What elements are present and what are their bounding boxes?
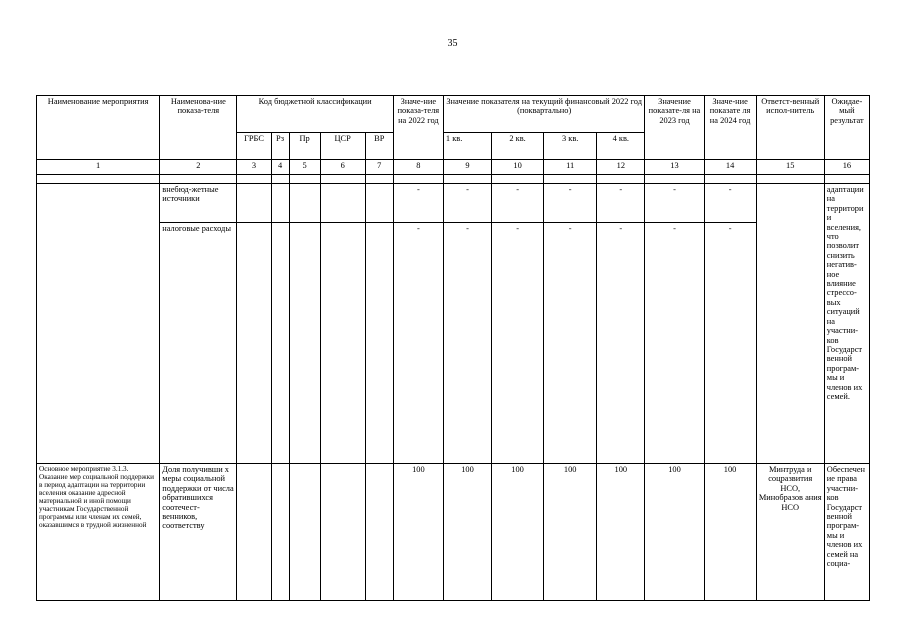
column-number: 15 <box>756 160 824 175</box>
rz-cell <box>271 184 289 223</box>
csr-cell <box>320 223 365 464</box>
column-number: 16 <box>824 160 869 175</box>
vr-cell <box>365 464 393 601</box>
value-q3-cell: 100 <box>544 464 597 601</box>
header-activity: Наименование мероприятия <box>37 96 160 160</box>
header-responsible: Ответст-венный испол-нитель <box>756 96 824 160</box>
column-number: 10 <box>492 160 544 175</box>
header-value-2023: Значение показате-ля на 2023 год <box>645 96 704 160</box>
value-2024-cell: 100 <box>704 464 756 601</box>
value-q4-cell: - <box>597 184 645 223</box>
csr-cell <box>320 464 365 601</box>
value-2024-cell: - <box>704 223 756 464</box>
value-2023-cell: 100 <box>645 464 704 601</box>
column-number: 11 <box>544 160 597 175</box>
value-2024-cell: - <box>704 184 756 223</box>
column-number: 8 <box>393 160 443 175</box>
table-row <box>37 223 870 464</box>
header-row-1 <box>37 96 870 133</box>
grbs-cell <box>237 223 271 464</box>
program-table <box>36 95 870 601</box>
value-q1-cell: - <box>443 184 491 223</box>
header-indicator: Наименова-ние показа-теля <box>160 96 237 160</box>
header-budget-code: Код бюджетной классификации <box>237 96 393 133</box>
column-number: 2 <box>160 160 237 175</box>
responsible-cell: Минтруда и соцразвития НСО, Минобразов ания НСО <box>756 464 824 601</box>
header-grbs: ГРБС <box>237 133 271 160</box>
header-q3: 3 кв. <box>544 133 597 160</box>
grbs-cell <box>237 184 271 223</box>
rz-cell <box>271 223 289 464</box>
vr-cell <box>365 223 393 464</box>
indicator-cell: налоговые расходы <box>160 223 237 464</box>
rz-cell <box>271 464 289 601</box>
page-number: 35 <box>447 38 458 49</box>
column-number: 7 <box>365 160 393 175</box>
csr-cell <box>320 184 365 223</box>
header-value-2024: Значе-ние показате ля на 2024 год <box>704 96 756 160</box>
value-q1-cell: - <box>443 223 491 464</box>
table-row <box>37 464 870 601</box>
table-row <box>37 184 870 223</box>
pr-cell <box>289 223 320 464</box>
column-number: 4 <box>271 160 289 175</box>
expected-result-cell: адаптации на территори и вселения, что позволит снизить негатив-ное влияние стрессо-вых ситуаций на участни-ков Государст венной програм-мы и членов их семей. <box>824 184 869 464</box>
grbs-cell <box>237 464 271 601</box>
header-current-year: Значение показателя на текущий финансовый 2022 год (поквартально) <box>443 96 644 133</box>
responsible-cell-empty <box>756 184 824 464</box>
indicator-cell: Доля получивши х меры социальной поддержки от числа обратившихся соотечест-венников, соответству <box>160 464 237 601</box>
activity-cell: Основное мероприятие 3.1.3. Оказание мер социальной поддержки в период адаптации на территории вселения оказание адресной материальной и иной помощи участникам Государственной программы или членам их семей, оказавшимся в трудной жизненной <box>37 464 160 601</box>
header-expected-result: Ожидае-мый результат <box>824 96 869 160</box>
pr-cell <box>289 184 320 223</box>
value-2023-cell: - <box>645 184 704 223</box>
spacer-row <box>37 175 870 184</box>
value-2022-cell: 100 <box>393 464 443 601</box>
header-q2: 2 кв. <box>492 133 544 160</box>
value-q3-cell: - <box>544 223 597 464</box>
header-vr: ВР <box>365 133 393 160</box>
column-number: 6 <box>320 160 365 175</box>
column-number: 9 <box>443 160 491 175</box>
header-q4: 4 кв. <box>597 133 645 160</box>
value-q2-cell: 100 <box>492 464 544 601</box>
column-number: 13 <box>645 160 704 175</box>
header-rz: Рз <box>271 133 289 160</box>
activity-cell-empty <box>37 184 160 464</box>
value-q1-cell: 100 <box>443 464 491 601</box>
header-value-2022: Значе-ние показа-теля на 2022 год <box>393 96 443 160</box>
pr-cell <box>289 464 320 601</box>
column-number: 1 <box>37 160 160 175</box>
value-q2-cell: - <box>492 184 544 223</box>
value-q2-cell: - <box>492 223 544 464</box>
value-q3-cell: - <box>544 184 597 223</box>
column-number: 5 <box>289 160 320 175</box>
vr-cell <box>365 184 393 223</box>
expected-result-cell: Обеспечен ие права участни-ков Государст венной програм-мы и членов их семей на социа- <box>824 464 869 601</box>
value-2023-cell: - <box>645 223 704 464</box>
header-csr: ЦСР <box>320 133 365 160</box>
column-number: 14 <box>704 160 756 175</box>
indicator-cell: внебюд-жетные источники <box>160 184 237 223</box>
value-q4-cell: 100 <box>597 464 645 601</box>
column-number: 3 <box>237 160 271 175</box>
value-2022-cell: - <box>393 184 443 223</box>
value-q4-cell: - <box>597 223 645 464</box>
value-2022-cell: - <box>393 223 443 464</box>
column-number-row <box>37 160 870 175</box>
header-q1: 1 кв. <box>443 133 491 160</box>
header-pr: Пр <box>289 133 320 160</box>
column-number: 12 <box>597 160 645 175</box>
